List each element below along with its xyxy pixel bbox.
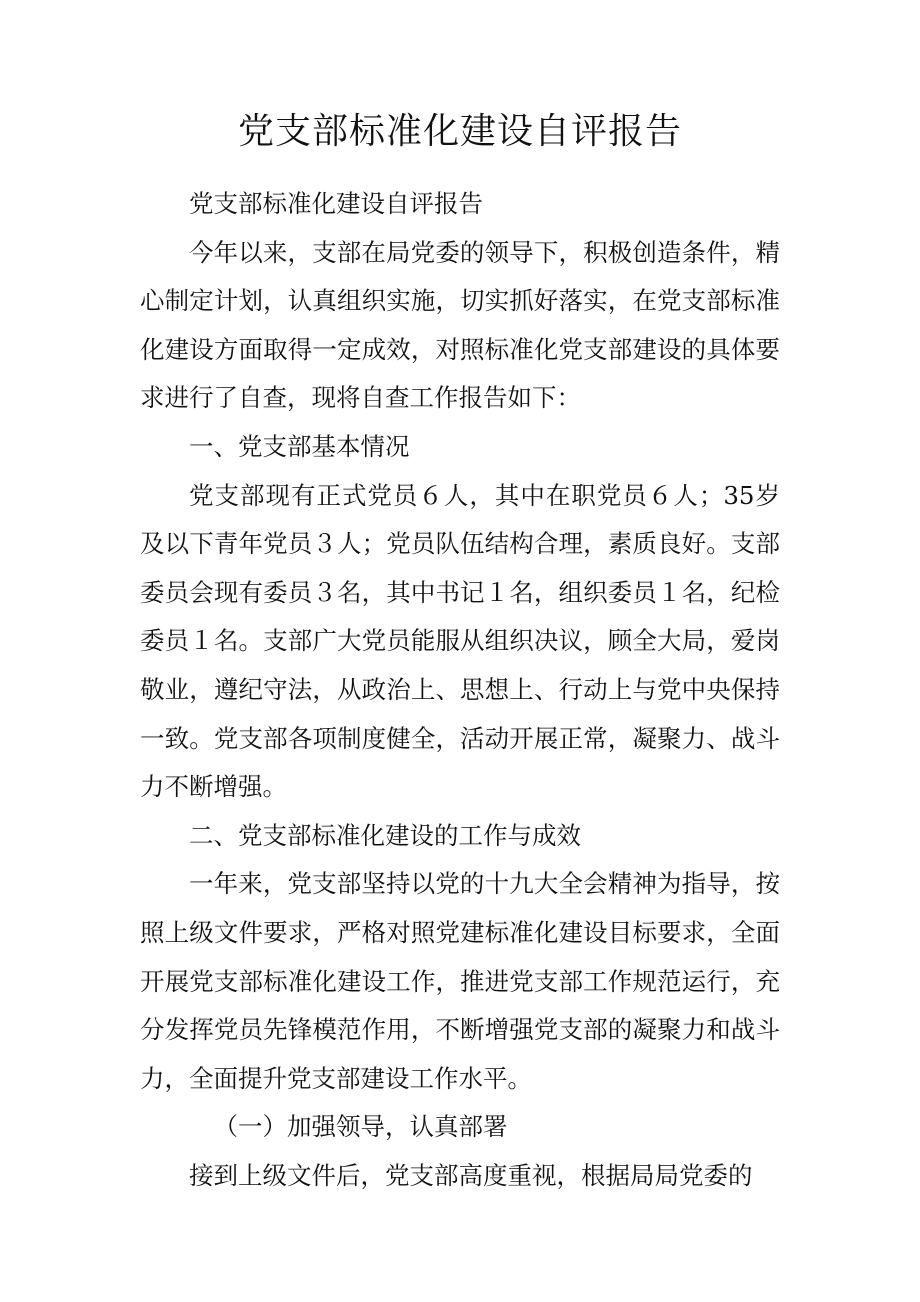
- subsection-1-paragraph: 接到上级文件后，党支部高度重视，根据局局党委的: [189, 1160, 753, 1190]
- section-1-paragraph: 党支部现有正式党员６人，其中在职党员６人；35岁及以下青年党员３人；党员队伍结构合理，素质良好。支部委员会现有委员３名，其中书记１名，组织委员１名，纪检委员１名。支部广大党员能服从组织决议，顾全大局，爱岗敬业，遵纪守法，从政治上、思想上、行动上与党中央保持一致。党支部各项制度健全，活动开展正常，凝聚力、战斗力不断增强。: [140, 480, 780, 802]
- document-title: 党支部标准化建设自评报告: [237, 111, 682, 152]
- section-2-paragraph: 一年来，党支部坚持以党的十九大全会精神为指导，按照上级文件要求，严格对照党建标准化建设目标要求，全面开展党支部标准化建设工作，推进党支部工作规范运行，充分发挥党员先锋模范作用，不断增强党支部的凝聚力和战斗力，全面提升党支部建设工作水平。: [140, 869, 780, 1093]
- report-subtitle: 党支部标准化建设自评报告: [189, 189, 483, 218]
- intro-paragraph: 今年以来，支部在局党委的领导下，积极创造条件，精心制定计划，认真组织实施，切实抓好落实，在党支部标准化建设方面取得一定成效，对照标准化党支部建设的具体要求进行了自查，现将自查工作报告如下：: [140, 237, 780, 413]
- section-1-heading: 一、党支部基本情况: [189, 431, 410, 461]
- section-2-heading: 二、党支部标准化建设的工作与成效: [189, 820, 581, 850]
- subsection-1-heading: （一）加强领导，认真部署: [213, 1112, 508, 1142]
- document-body: [140, 180, 780, 1200]
